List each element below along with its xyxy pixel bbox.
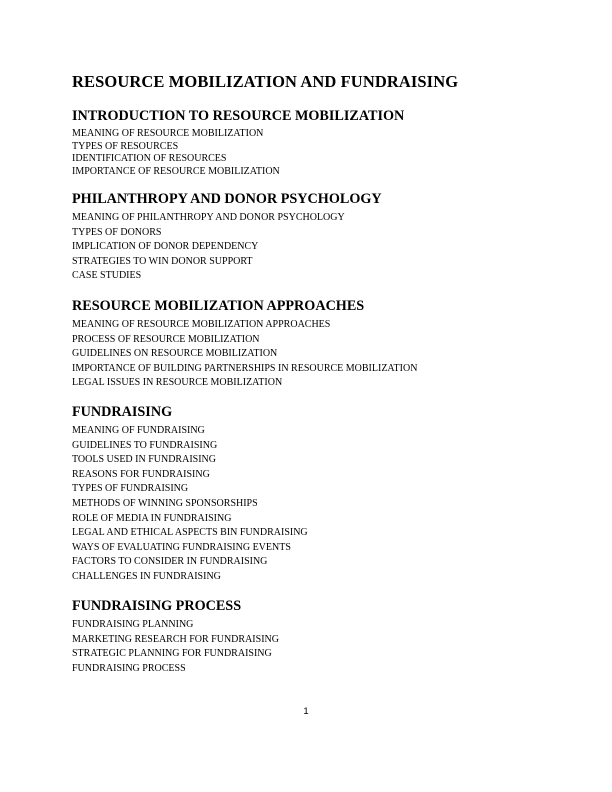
section-heading: PHILANTHROPY AND DONOR PSYCHOLOGY xyxy=(72,191,382,207)
topic-item: IMPORTANCE OF BUILDING PARTNERSHIPS IN RESOURCE MOBILIZATION xyxy=(72,362,418,374)
topic-item: IMPLICATION OF DONOR DEPENDENCY xyxy=(72,241,259,253)
topic-item: CASE STUDIES xyxy=(72,270,142,282)
topic-list xyxy=(72,618,552,676)
section-philanthropy xyxy=(72,191,552,284)
page-number: 1 xyxy=(303,706,309,717)
topic-item: METHODS OF WINNING SPONSORSHIPS xyxy=(72,497,258,509)
topic-list xyxy=(72,424,552,585)
section-heading: FUNDRAISING xyxy=(72,404,173,420)
topic-item: LEGAL AND ETHICAL ASPECTS BIN FUNDRAISING xyxy=(72,527,308,539)
topic-item: IDENTIFICATION OF RESOURCES xyxy=(72,153,227,164)
topic-item: TYPES OF FUNDRAISING xyxy=(72,483,189,495)
topic-item: MEANING OF RESOURCE MOBILIZATION APPROACHES xyxy=(72,319,331,330)
section-approaches xyxy=(72,298,552,391)
topic-item: FUNDRAISING PLANNING xyxy=(72,619,194,630)
topic-item: MEANING OF FUNDRAISING xyxy=(72,425,205,436)
topic-item: MEANING OF RESOURCE MOBILIZATION xyxy=(72,128,264,139)
topic-item: GUIDELINES TO FUNDRAISING xyxy=(72,439,218,451)
topic-item: FUNDRAISING PROCESS xyxy=(72,662,186,674)
topic-item: CHALLENGES IN FUNDRAISING xyxy=(72,570,221,582)
topic-item: REASONS FOR FUNDRAISING xyxy=(72,468,210,480)
topic-item: MEANING OF PHILANTHROPY AND DONOR PSYCHOLOGY xyxy=(72,212,345,223)
topic-item: IMPORTANCE OF RESOURCE MOBILIZATION xyxy=(72,165,280,177)
topic-item: MARKETING RESEARCH FOR FUNDRAISING xyxy=(72,633,279,645)
topic-item: PROCESS OF RESOURCE MOBILIZATION xyxy=(72,333,260,345)
section-heading: RESOURCE MOBILIZATION APPROACHES xyxy=(72,298,365,314)
topic-item: TYPES OF RESOURCES xyxy=(72,140,179,152)
topic-item: FACTORS TO CONSIDER IN FUNDRAISING xyxy=(72,556,268,568)
section-heading: FUNDRAISING PROCESS xyxy=(72,598,242,614)
topic-item: STRATEGIES TO WIN DONOR SUPPORT xyxy=(72,255,253,267)
topic-item: TOOLS USED IN FUNDRAISING xyxy=(72,454,216,466)
section-fundraising-process xyxy=(72,598,552,676)
document-title: RESOURCE MOBILIZATION AND FUNDRAISING xyxy=(72,72,459,91)
section-fundraising xyxy=(72,404,552,585)
section-heading: INTRODUCTION TO RESOURCE MOBILIZATION xyxy=(72,108,405,124)
topic-item: WAYS OF EVALUATING FUNDRAISING EVENTS xyxy=(72,541,291,553)
topic-list xyxy=(72,128,552,178)
section-introduction xyxy=(72,108,552,178)
topic-list xyxy=(72,318,552,391)
topic-item: ROLE OF MEDIA IN FUNDRAISING xyxy=(72,512,232,524)
topic-item: LEGAL ISSUES IN RESOURCE MOBILIZATION xyxy=(72,377,283,389)
topic-item: TYPES OF DONORS xyxy=(72,226,162,238)
topic-item: GUIDELINES ON RESOURCE MOBILIZATION xyxy=(72,348,278,360)
topic-list xyxy=(72,211,552,284)
topic-item: STRATEGIC PLANNING FOR FUNDRAISING xyxy=(72,648,272,660)
